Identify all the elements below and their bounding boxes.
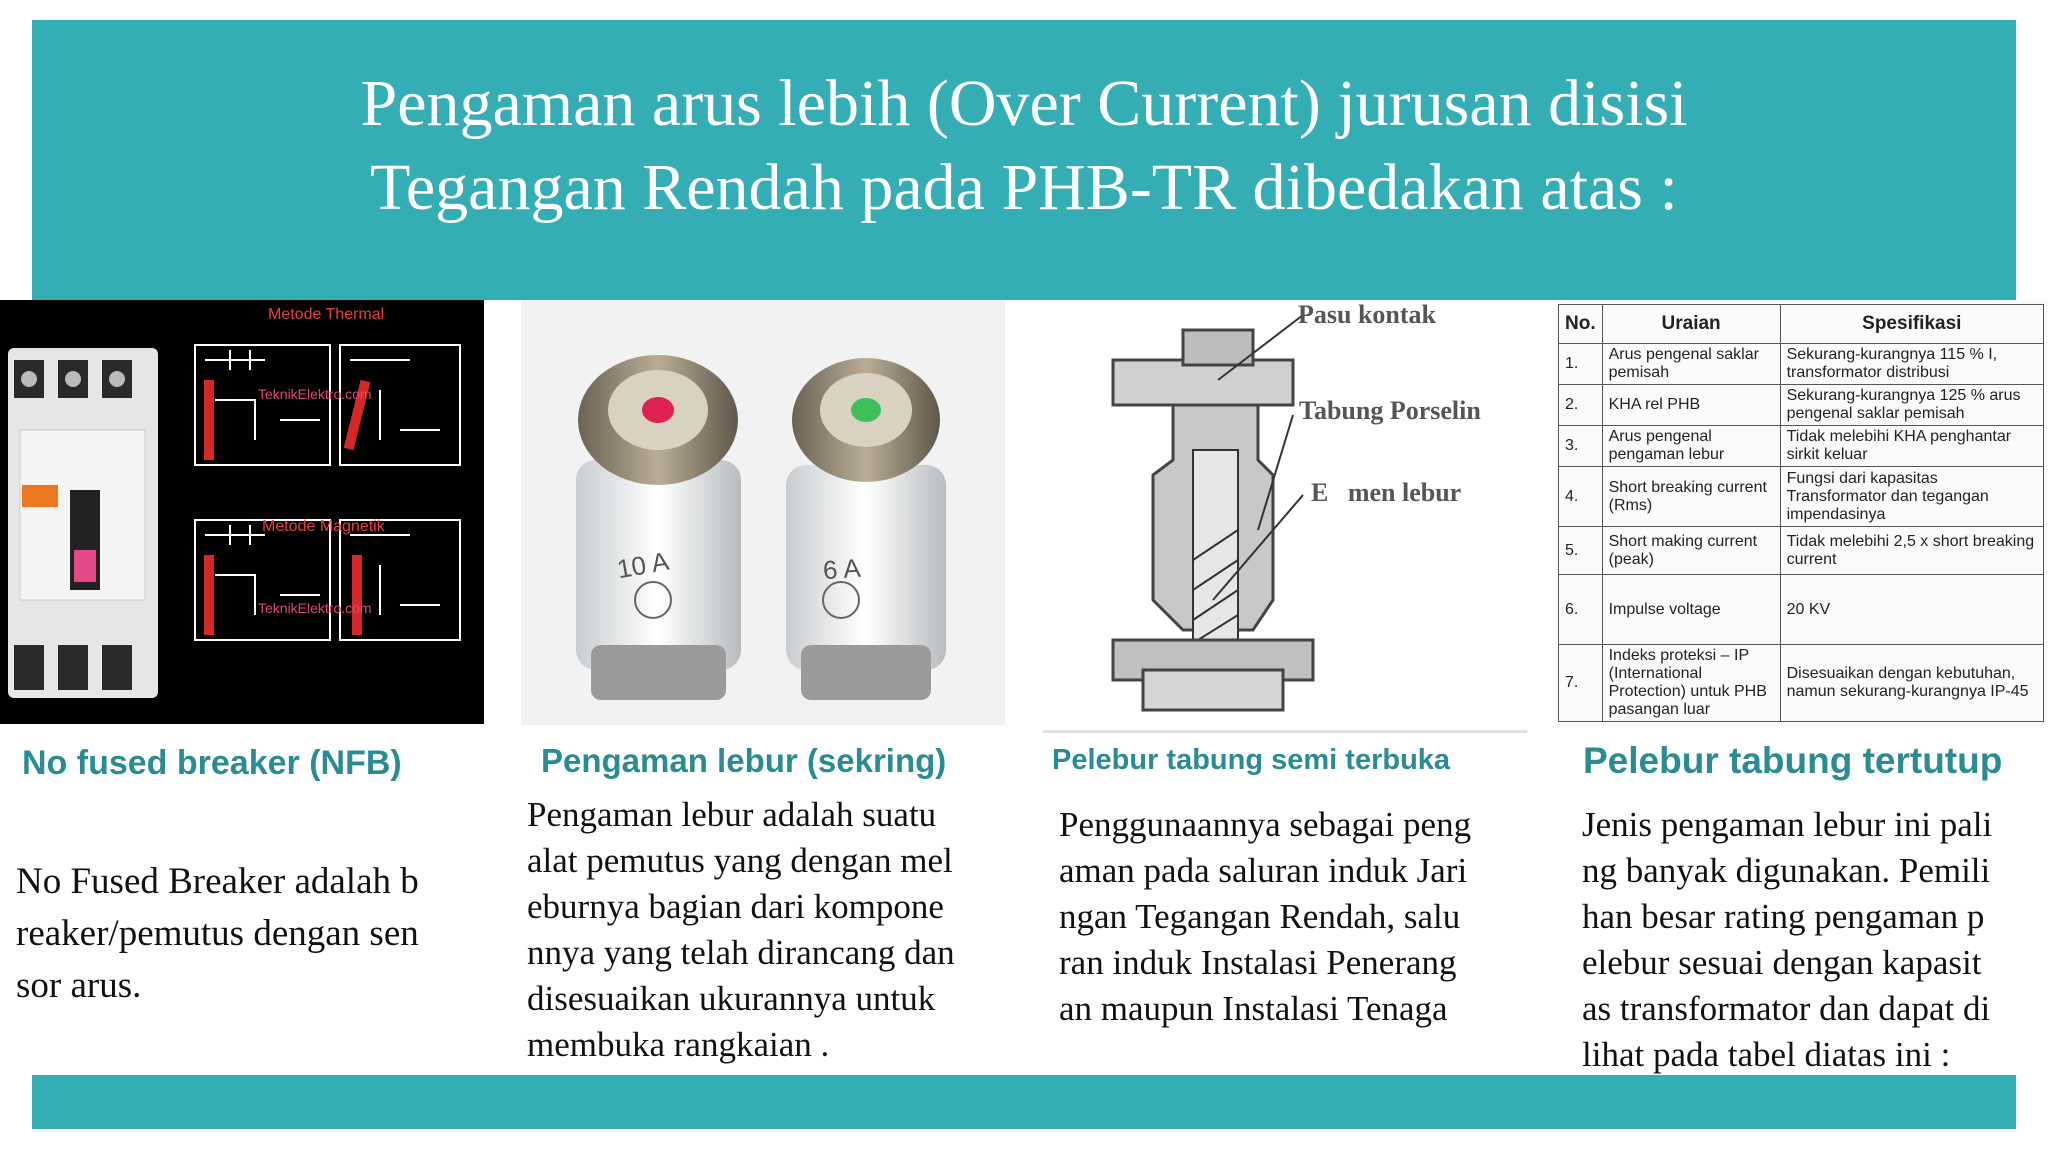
cell-spesifikasi: Sekurang-kurangnya 125 % arus pengenal saklar pemisah [1780, 385, 2043, 426]
desc-tertutup-line: han besar rating pengaman p [1582, 897, 1985, 936]
cell-no: 1. [1559, 344, 1603, 385]
caption-nfb: No fused breaker (NFB) [22, 744, 402, 782]
diagram-title-magnetic: Metode Magnetik [262, 518, 385, 535]
cell-spesifikasi: 20 KV [1780, 575, 2043, 645]
desc-sekring-line: membuka rangkaian . [527, 1025, 830, 1064]
desc-sekring [527, 792, 999, 1068]
header-spesifikasi: Spesifikasi [1780, 305, 2043, 344]
panel-nfb [0, 300, 484, 1075]
desc-sekring-line: alat pemutus yang dengan mel [527, 841, 953, 880]
cell-no: 5. [1559, 527, 1603, 575]
desc-semi-line: aman pada saluran induk Jari [1059, 851, 1468, 890]
label-pasu-kontak: Pasu kontak [1298, 300, 1436, 329]
spec-table [1558, 304, 2044, 722]
table-row [1559, 645, 2044, 722]
table-row [1559, 575, 2044, 645]
desc-sekring-line: Pengaman lebur adalah suatu [527, 795, 937, 834]
label-tabung-porselin: Tabung Porselin [1299, 396, 1481, 425]
desc-tertutup-line: ng banyak digunakan. Pemili [1582, 851, 1991, 890]
spec-table-image [1556, 300, 2048, 726]
desc-sekring-line: eburnya bagian dari kompone [527, 887, 944, 926]
table-row [1559, 426, 2044, 467]
caption-tertutup: Pelebur tabung tertutup [1583, 740, 2003, 781]
header-uraian: Uraian [1602, 305, 1780, 344]
desc-semi-line: Penggunaannya sebagai peng [1059, 805, 1472, 844]
nfb-photo [0, 300, 484, 724]
footer-band [32, 1075, 2016, 1129]
desc-nfb-line: reaker/pemutus dengan sen [16, 913, 419, 954]
panel-semi-terbuka [1043, 300, 1527, 1075]
desc-tertutup-line: elebur sesuai dengan kapasit [1582, 943, 1982, 982]
cell-spesifikasi: Disesuaikan dengan kebutuhan, namun sekurang-kurangnya IP-45 [1780, 645, 2043, 722]
cell-uraian: Indeks proteksi – IP (International Protection) untuk PHB pasangan luar [1602, 645, 1780, 722]
panel-sekring [521, 300, 1005, 1075]
slide-title-line-1: Pengaman arus lebih (Over Current) jurusan disisi [360, 67, 1688, 140]
table-header-row [1559, 305, 2044, 344]
semi-terbuka-diagram [1043, 300, 1527, 733]
caption-sekring: Pengaman lebur (sekring) [541, 742, 947, 779]
cell-no: 7. [1559, 645, 1603, 722]
cell-uraian: Arus pengenal pengaman lebur [1602, 426, 1780, 467]
cell-spesifikasi: Sekurang-kurangnya 115 % I, transformator distribusi [1780, 344, 2043, 385]
cell-spesifikasi: Fungsi dari kapasitas Transformator dan tegangan impendasinya [1780, 467, 2043, 527]
cell-uraian: KHA rel PHB [1602, 385, 1780, 426]
cell-uraian: Arus pengenal saklar pemisah [1602, 344, 1780, 385]
cell-spesifikasi: Tidak melebihi KHA penghantar sirkit keluar [1780, 426, 2043, 467]
desc-nfb-line: No Fused Breaker adalah b [16, 861, 419, 902]
desc-sekring-line: disesuaikan ukurannya untuk [527, 979, 936, 1018]
table-row [1559, 467, 2044, 527]
desc-semi-line: ngan Tegangan Rendah, salu [1059, 897, 1461, 936]
cell-no: 3. [1559, 426, 1603, 467]
cell-uraian: Short making current (peak) [1602, 527, 1780, 575]
sekring-photo [521, 300, 1005, 725]
desc-tertutup-line: Jenis pengaman lebur ini pali [1582, 805, 1993, 844]
desc-tertutup-line: as transformator dan dapat di [1582, 989, 1991, 1028]
desc-nfb [16, 856, 484, 1012]
table-row [1559, 385, 2044, 426]
cell-no: 2. [1559, 385, 1603, 426]
table-row [1559, 527, 2044, 575]
cell-no: 6. [1559, 575, 1603, 645]
desc-semi-terbuka [1059, 802, 1513, 1032]
fuse-1-rating: 10 A [614, 545, 672, 585]
caption-semi-terbuka: Pelebur tabung semi terbuka [1052, 744, 1451, 776]
watermark-2: TeknikElektro.com [258, 600, 372, 616]
fuse-2-rating: 6 A [821, 552, 862, 586]
desc-sekring-line: nnya yang telah dirancang dan [527, 933, 955, 972]
cell-uraian: Short breaking current (Rms) [1602, 467, 1780, 527]
cell-spesifikasi: Tidak melebihi 2,5 x short breaking current [1780, 527, 2043, 575]
table-row [1559, 344, 2044, 385]
header-no: No. [1559, 305, 1603, 344]
diagram-title-thermal: Metode Thermal [268, 306, 385, 323]
slide-title [32, 62, 2016, 230]
desc-semi-line: ran induk Instalasi Penerang [1059, 943, 1457, 982]
slide-title-line-2: Tegangan Rendah pada PHB-TR dibedakan atas : [370, 151, 1678, 224]
watermark-1: TeknikElektro.com [258, 386, 372, 402]
label-elemen-lebur: E men lebur [1311, 478, 1462, 507]
desc-tertutup [1582, 802, 2028, 1075]
desc-nfb-line: sor arus. [16, 965, 142, 1006]
cell-uraian: Impulse voltage [1602, 575, 1780, 645]
cell-no: 4. [1559, 467, 1603, 527]
desc-semi-line: an maupun Instalasi Tenaga [1059, 989, 1448, 1028]
desc-tertutup-line: lihat pada tabel diatas ini : [1582, 1035, 1951, 1074]
panel-tertutup [1556, 300, 2048, 1075]
